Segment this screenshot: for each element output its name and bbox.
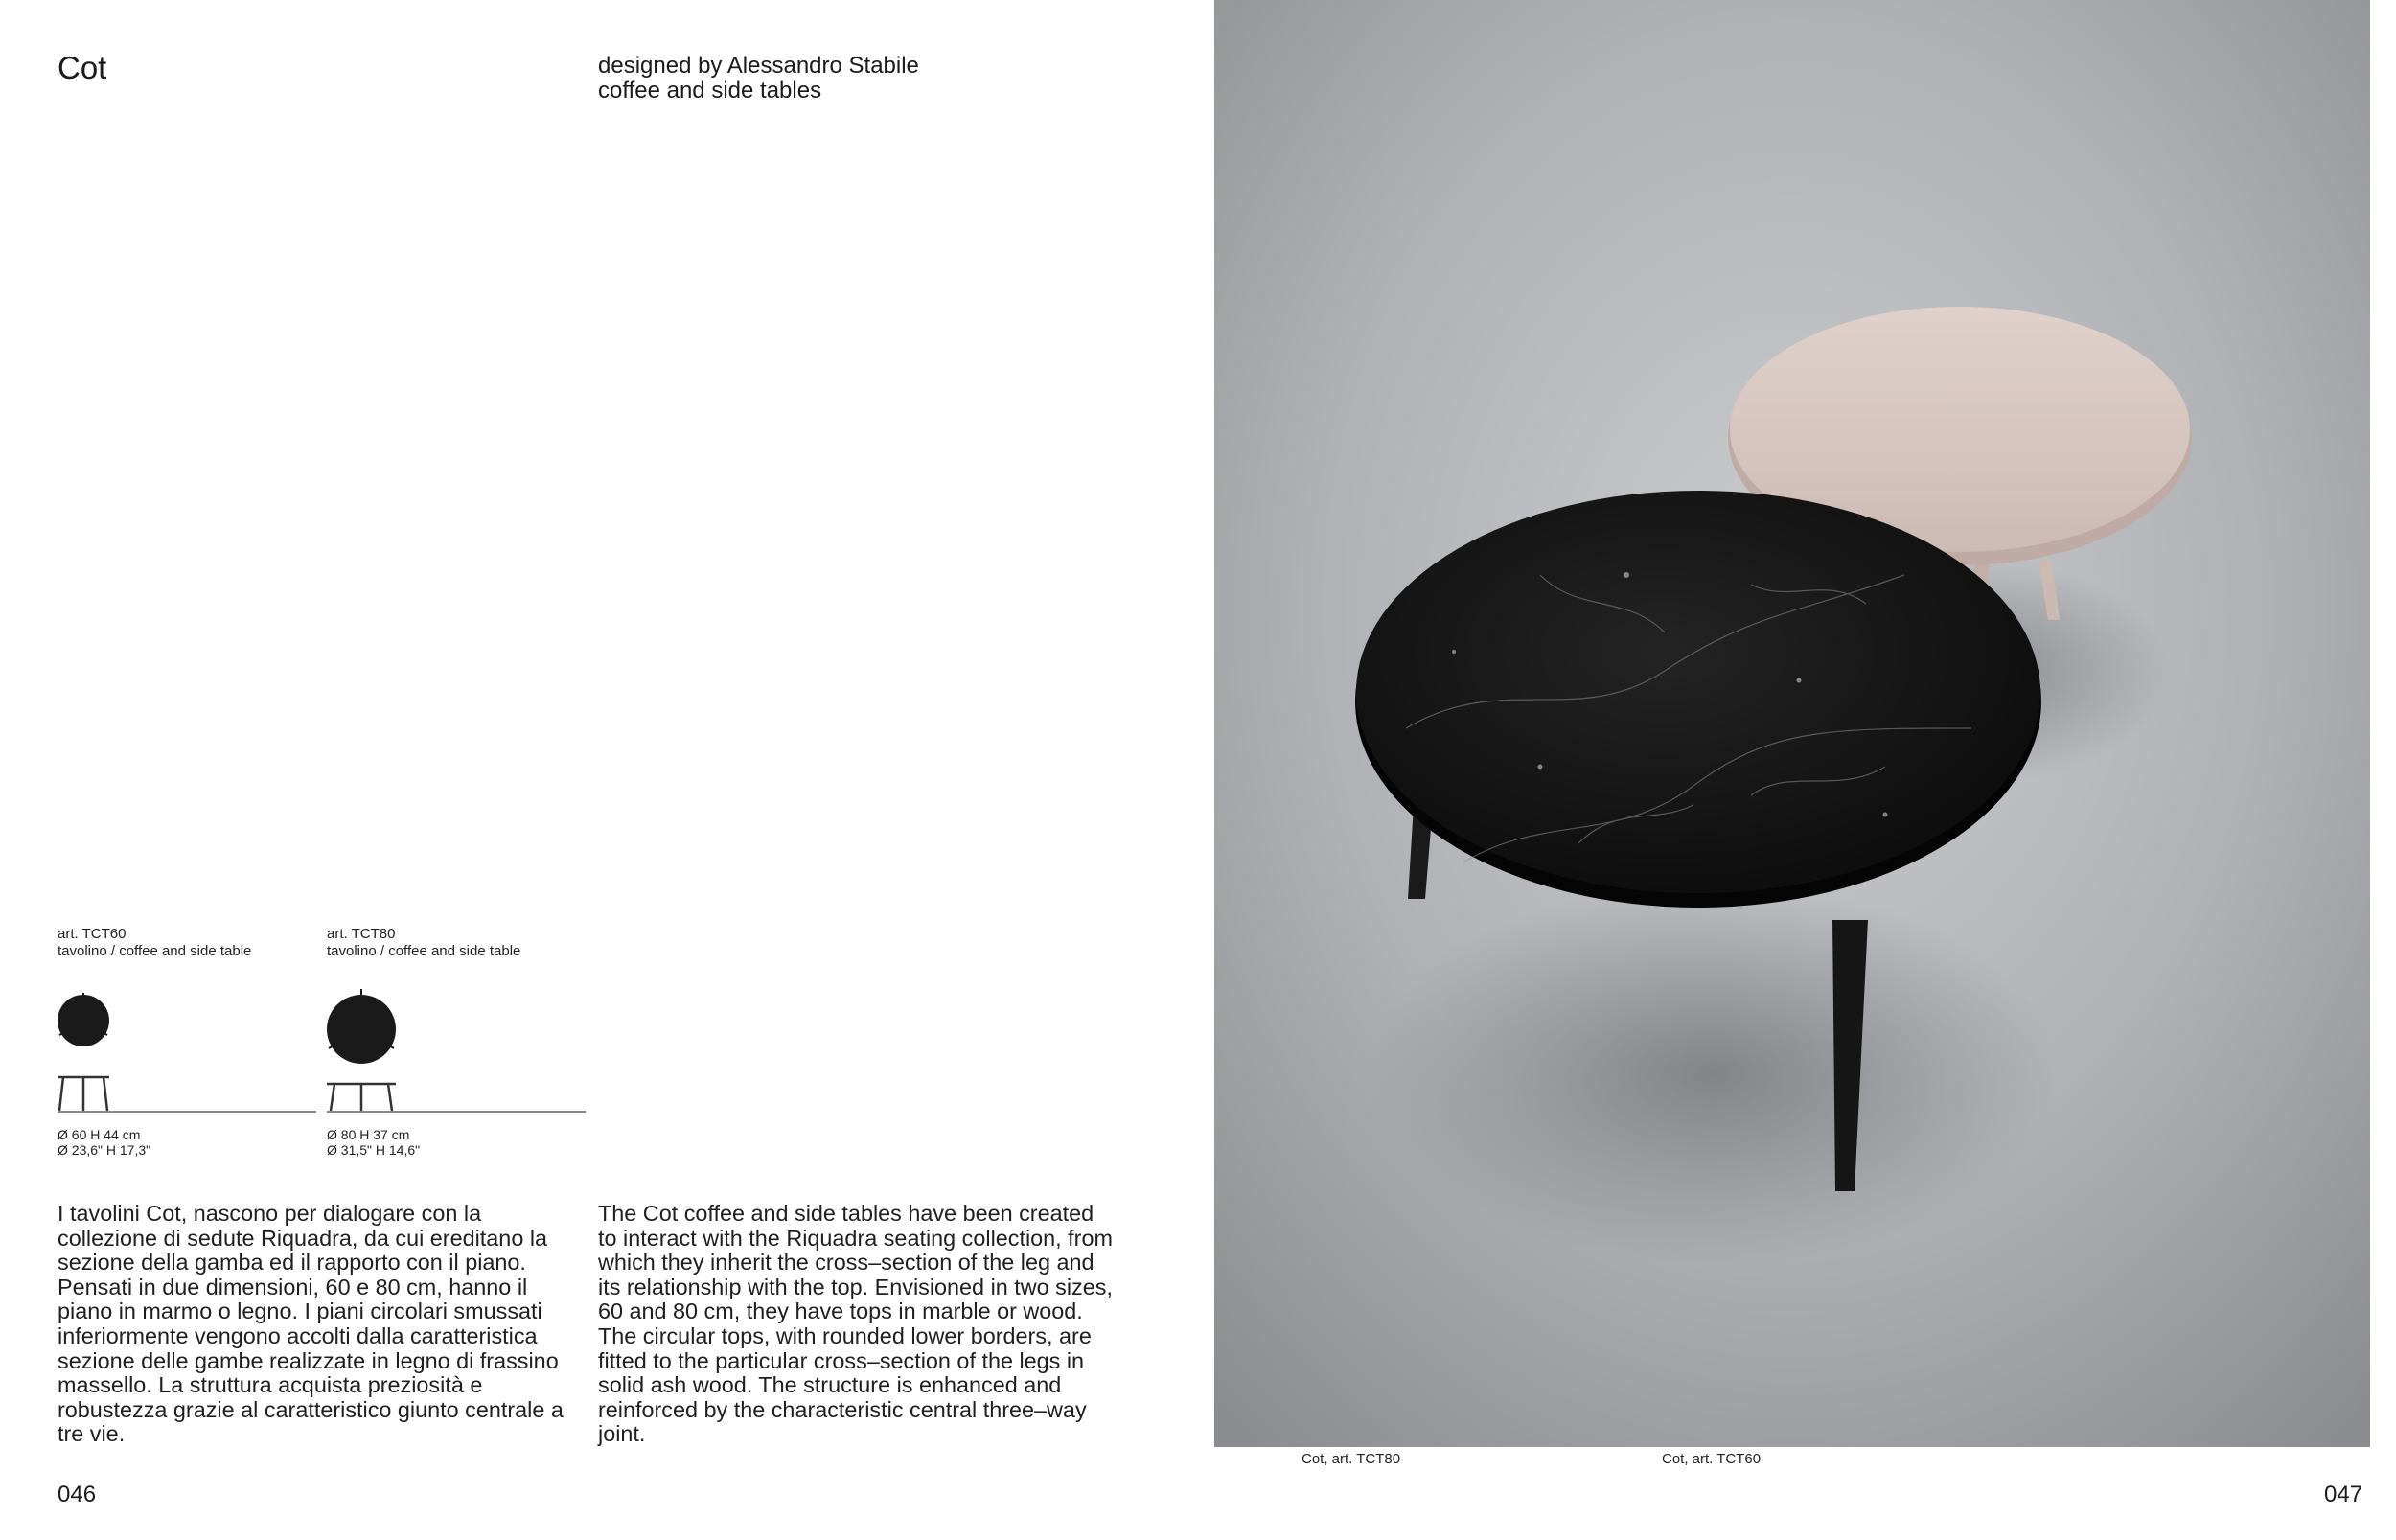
dims-metric: Ø 60 H 44 cm xyxy=(58,1127,141,1142)
table-side-view-icon xyxy=(327,1084,396,1111)
large-table-shadow xyxy=(1368,882,2058,1265)
description-english-text: The Cot coffee and side tables have been created to interact with the Riquadra seating collection, from which they inherit the cross–section of the leg and its relationship with the top. Envisioned in two sizes, 60 and 80 cm, they have tops in marble or wood. The circular tops, with rounded lower borders, are fitted to the particular cross–section of the legs in solid ash wood. The structure is enhanced and reinforced by the characteristic central three–way joint. xyxy=(598,1201,1113,1447)
product-dimensions xyxy=(327,1127,420,1158)
category-line: coffee and side tables xyxy=(598,78,822,103)
product-dimensions xyxy=(58,1127,150,1158)
product-art-code: art. TCT80 xyxy=(327,926,396,942)
table-drawing-small xyxy=(58,985,316,1115)
designer-line: designed by Alessandro Stabile xyxy=(598,53,919,79)
description-italian-text: I tavolini Cot, nascono per dialogare con la collezione di sedute Riquadra, da cui ereditano la sezione della gamba ed il rapporto con il piano. Pensati in due dimensioni, 60 e 80 cm, hanno il piano in marmo o legno. I piani circolari smussati inferiormente vengono accolti dalla caratteristica sezione delle gambe realizzate in legno di frassino massello. La struttura acquista preziosità e robustezza grazie al caratteristico giunto centrale a tre vie. xyxy=(58,1201,564,1447)
table-top-view-icon xyxy=(58,993,109,1046)
designer-credit xyxy=(598,54,919,103)
description-italian xyxy=(58,1202,575,1447)
product-photo xyxy=(1214,0,2370,1447)
page-title: Cot xyxy=(58,50,107,85)
photo-caption-left: Cot, art. TCT80 xyxy=(1302,1451,1401,1467)
description-english xyxy=(598,1202,1116,1447)
table-side-view-icon xyxy=(58,1077,109,1111)
table-top-view-icon xyxy=(327,989,396,1064)
page-number-right: 047 xyxy=(2324,1482,2363,1507)
product-spec-tct60 xyxy=(58,926,316,1158)
table-drawing-large xyxy=(327,985,586,1115)
dims-imperial: Ø 23,6" H 17,3" xyxy=(58,1142,151,1158)
product-art-code: art. TCT60 xyxy=(58,926,127,942)
dims-imperial: Ø 31,5" H 14,6" xyxy=(327,1142,421,1158)
tables-illustration xyxy=(1214,0,2370,1447)
product-divider xyxy=(327,1111,586,1113)
page-number-left: 046 xyxy=(58,1482,97,1507)
photo-caption-right: Cot, art. TCT60 xyxy=(1662,1451,1762,1467)
product-spec-tct80 xyxy=(327,926,586,1158)
product-divider xyxy=(58,1111,316,1113)
product-type: tavolino / coffee and side table xyxy=(58,943,252,959)
product-type: tavolino / coffee and side table xyxy=(327,943,521,959)
dims-metric: Ø 80 H 37 cm xyxy=(327,1127,410,1142)
